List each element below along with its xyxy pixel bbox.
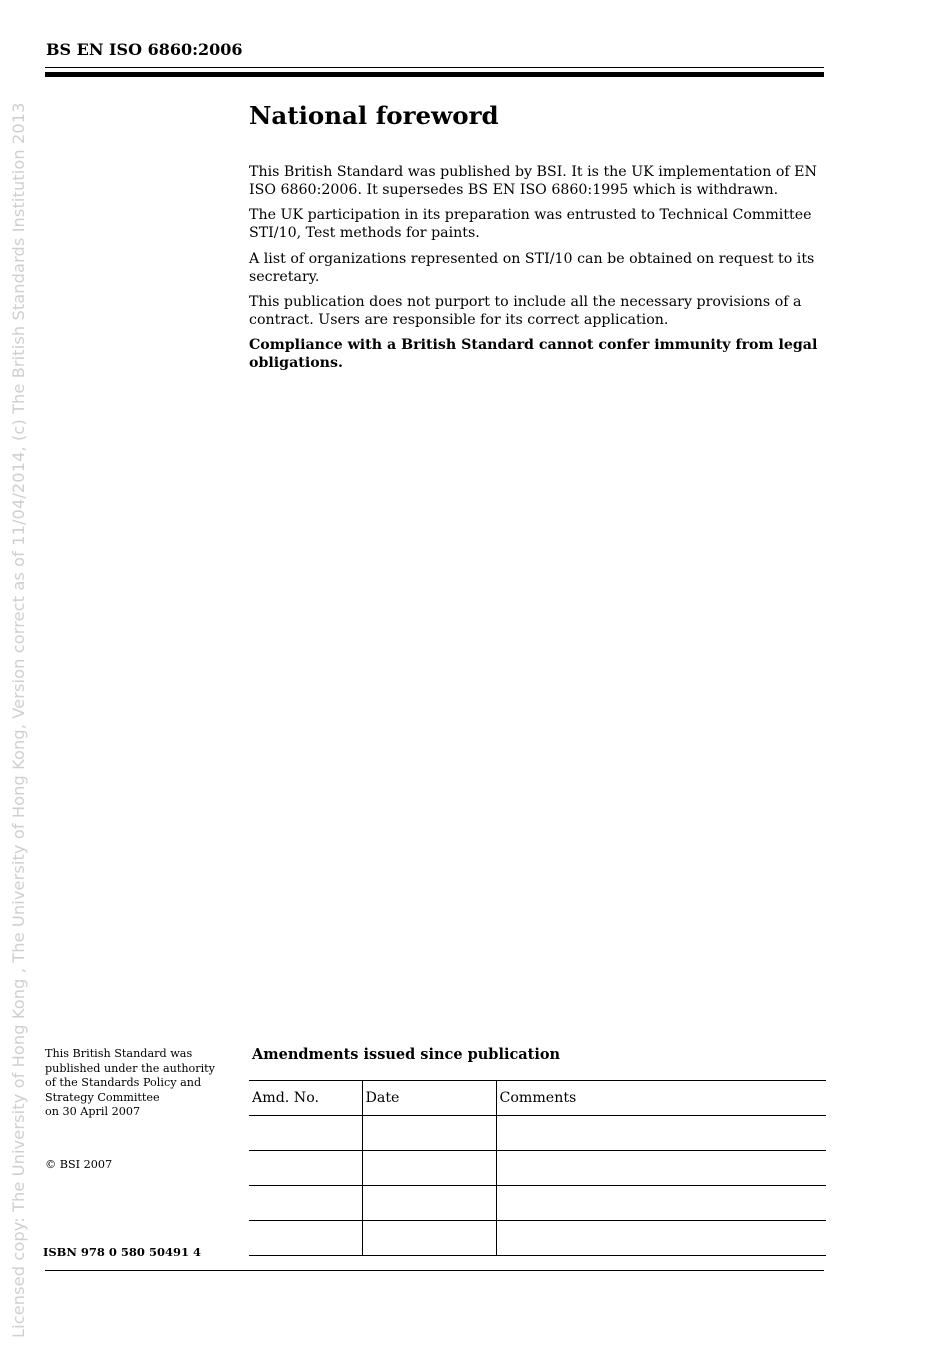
- comments-cell: [496, 1151, 826, 1186]
- foreword-paragraph: This British Standard was published by BSI. It is the UK implementation of EN ISO 6860:2006. It supersedes BS EN ISO 6860:1995 which is withdrawn.: [249, 164, 817, 198]
- column-header-comments: Comments: [496, 1081, 826, 1116]
- authority-line: Strategy Committee: [45, 1090, 160, 1104]
- authority-line: on 30 April 2007: [45, 1105, 141, 1118]
- compliance-statement: Compliance with a British Standard cannot confer immunity from legal obligations.: [249, 337, 818, 371]
- date-cell: [362, 1186, 496, 1221]
- date-cell: [362, 1116, 496, 1151]
- authority-note: [45, 1047, 245, 1120]
- comments-cell: [496, 1221, 826, 1256]
- amd-no-cell: [249, 1116, 362, 1151]
- page-title: National foreword: [249, 101, 499, 130]
- amd-no-cell: [249, 1151, 362, 1186]
- date-cell: [362, 1151, 496, 1186]
- comments-cell: [496, 1116, 826, 1151]
- authority-line: published under the authority: [45, 1061, 215, 1075]
- license-watermark: Licensed copy: The University of Hong Kong , The University of Hong Kong, Version correct as of 11/04/2014, (c) The British Standards Institution 2013: [9, 102, 28, 1338]
- isbn: ISBN 978 0 580 50491 4: [43, 1245, 201, 1259]
- amd-no-cell: [249, 1221, 362, 1256]
- header-rule-thin: [45, 67, 824, 68]
- authority-line: This British Standard was: [45, 1047, 193, 1060]
- amendments-title: Amendments issued since publication: [252, 1046, 561, 1063]
- table-row: [249, 1186, 826, 1221]
- amendments-table: [249, 1080, 826, 1256]
- copyright-notice: © BSI 2007: [45, 1158, 113, 1171]
- column-header-date: Date: [362, 1081, 496, 1116]
- table-header-row: [249, 1081, 826, 1116]
- amd-no-cell: [249, 1186, 362, 1221]
- foreword-paragraph: The UK participation in its preparation was entrusted to Technical Committee STI/10, Test methods for paints.: [249, 207, 812, 241]
- authority-line: of the Standards Policy and: [45, 1076, 202, 1089]
- column-header-amd-no: Amd. No.: [249, 1081, 362, 1116]
- foreword-paragraph: A list of organizations represented on STI/10 can be obtained on request to its secretary.: [249, 251, 815, 285]
- table-row: [249, 1221, 826, 1256]
- comments-cell: [496, 1186, 826, 1221]
- table-row: [249, 1151, 826, 1186]
- date-cell: [362, 1221, 496, 1256]
- footer-rule: [45, 1270, 824, 1271]
- document-id: BS EN ISO 6860:2006: [46, 40, 243, 59]
- table-row: [249, 1116, 826, 1151]
- header-rule-thick: [45, 72, 824, 77]
- foreword-paragraph: This publication does not purport to include all the necessary provisions of a contract. Users are responsible for its correct application.: [249, 294, 802, 328]
